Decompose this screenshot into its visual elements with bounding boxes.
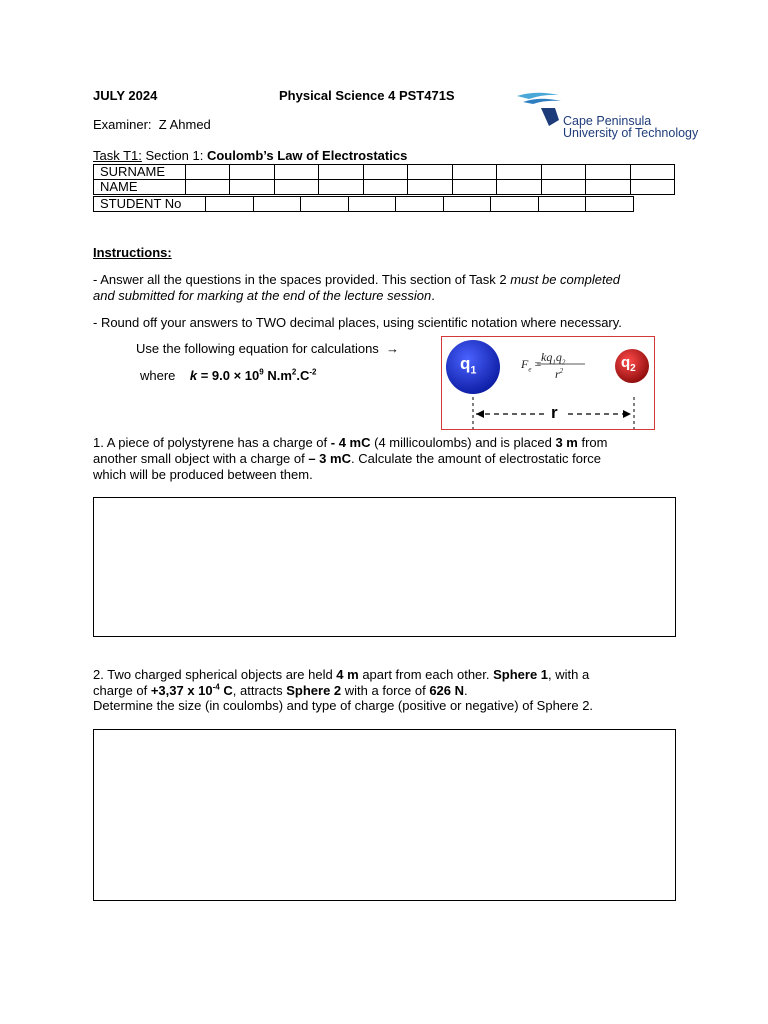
distance-label: r (551, 403, 558, 422)
cput-logo (515, 90, 705, 140)
q1-label: $q_1$ (460, 354, 477, 377)
formula-numerator: $kq_1q_2$ (541, 350, 566, 367)
surname-cell[interactable] (408, 165, 452, 180)
logo-line1: Cape Peninsula (563, 114, 652, 128)
formula-denominator: $r^2$ (555, 367, 564, 381)
surname-cell[interactable] (363, 165, 407, 180)
force-symbol: $F_e$ = (521, 357, 542, 374)
student-no-row (94, 197, 634, 212)
student-number-table (93, 196, 634, 212)
exam-date: JULY 2024 (93, 88, 158, 103)
equation-note: Use the following equation for calculations → (136, 341, 400, 356)
name-label: NAME (94, 180, 186, 195)
surname-label: SURNAME (94, 165, 186, 180)
surname-cell[interactable] (319, 165, 363, 180)
name-cell[interactable] (319, 180, 363, 195)
question-2-line2: charge of +3,37 x $10^{-4}$ C, attracts Sphere 2 with a force of 626 N. (93, 682, 468, 698)
surname-cell[interactable] (630, 165, 674, 180)
surname-cell[interactable] (274, 165, 318, 180)
right-arrow-icon: → (386, 341, 400, 356)
student-no-cell[interactable] (538, 197, 586, 212)
logo-line2: University of Technology (563, 126, 699, 140)
instruction-2: - Round off your answers to TWO decimal places, using scientific notation where necessary. (93, 315, 622, 330)
name-cell[interactable] (408, 180, 452, 195)
course-title: Physical Science 4 PST471S (279, 88, 455, 103)
name-cell[interactable] (541, 180, 585, 195)
k-constant: where $k = 9.0 \times 10^9$ $N.m^2.C^{-2}$ (140, 367, 317, 383)
name-cell[interactable] (363, 180, 407, 195)
question-1-line3: which will be produced between them. (93, 467, 313, 482)
student-no-cell[interactable] (443, 197, 491, 212)
name-cell[interactable] (186, 180, 230, 195)
left-arrowhead-icon (476, 410, 484, 418)
question-1-line2: another small object with a charge of – 3 mC. Calculate the amount of electrostatic force (93, 451, 601, 466)
name-row (94, 180, 675, 195)
name-cell[interactable] (452, 180, 496, 195)
surname-cell[interactable] (497, 165, 541, 180)
coulomb-figure (441, 336, 655, 430)
surname-cell[interactable] (541, 165, 585, 180)
right-arrowhead-icon (623, 410, 631, 418)
student-no-cell[interactable] (396, 197, 444, 212)
student-no-cell[interactable] (206, 197, 254, 212)
surname-row (94, 165, 675, 180)
surname-cell[interactable] (230, 165, 274, 180)
surname-cell[interactable] (586, 165, 630, 180)
name-cell[interactable] (586, 180, 630, 195)
examiner-line: Examiner: Z Ahmed (93, 117, 211, 132)
name-cell[interactable] (630, 180, 674, 195)
surname-cell[interactable] (452, 165, 496, 180)
student-no-cell[interactable] (348, 197, 396, 212)
question-2-line1: 2. Two charged spherical objects are held 4 m apart from each other. Sphere 1, with a (93, 667, 590, 682)
answer-box-1[interactable] (93, 497, 676, 637)
student-no-label: STUDENT No (94, 197, 206, 212)
task-title: Task T1: Section 1: Coulomb’s Law of Electrostatics (93, 148, 408, 163)
student-id-table (93, 164, 675, 195)
instruction-1-line1: - Answer all the questions in the spaces provided. This section of Task 2 must be completed (93, 272, 621, 287)
student-no-cell[interactable] (586, 197, 634, 212)
name-cell[interactable] (497, 180, 541, 195)
q2-label: $q_2$ (621, 354, 636, 374)
instruction-1-line2: and submitted for marking at the end of the lecture session. (93, 288, 435, 303)
name-cell[interactable] (274, 180, 318, 195)
name-cell[interactable] (230, 180, 274, 195)
question-2-line3: Determine the size (in coulombs) and type of charge (positive or negative) of Sphere 2. (93, 698, 594, 713)
student-no-cell[interactable] (491, 197, 539, 212)
student-no-cell[interactable] (253, 197, 301, 212)
answer-box-2[interactable] (93, 729, 676, 901)
instructions-heading: Instructions: (93, 245, 172, 260)
question-1-line1: 1. A piece of polystyrene has a charge of - 4 mC (4 millicoulombs) and is placed 3 m from (93, 435, 608, 450)
student-no-cell[interactable] (301, 197, 349, 212)
surname-cell[interactable] (186, 165, 230, 180)
